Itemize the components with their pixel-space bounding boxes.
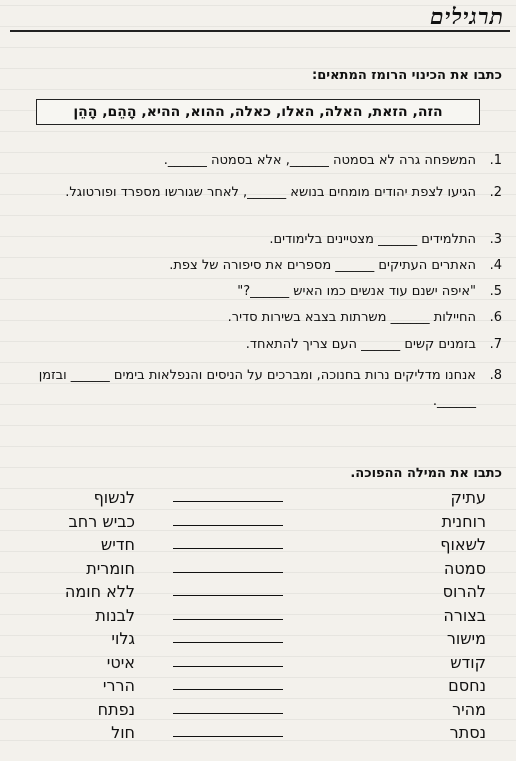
source-word: מהיר — [452, 699, 486, 719]
source-word: נחסם — [448, 676, 486, 695]
question-item — [12, 337, 502, 353]
opposite-pair-row — [0, 512, 516, 530]
option-word: לבנות — [95, 605, 135, 625]
option-word: הררי — [102, 676, 135, 695]
page-title: תרגילים — [429, 4, 504, 30]
source-word: בצורה — [443, 605, 486, 625]
opposite-pair-row — [0, 535, 516, 553]
opposite-pair-row — [0, 676, 516, 694]
question-number: 8. — [489, 368, 502, 383]
source-word: נסתר — [449, 723, 486, 742]
question-item — [12, 232, 502, 248]
section2-instruction: כתבו את המילה ההפוכה. — [350, 466, 502, 481]
question-number: 2. — [489, 185, 502, 200]
question-text: המשפחה גרה לא בסמטה ______, אלא בסמטה ______. — [163, 153, 476, 168]
question-text: החיילות ______ משרתות בצבא בשירות סדיר. — [227, 310, 476, 325]
word-bank-box — [36, 99, 480, 125]
question-item — [12, 310, 502, 326]
question-number: 7. — [489, 337, 502, 352]
question-text: "איפה ישנם עוד אנשים כמו האיש ______?" — [237, 284, 476, 299]
title-underline — [10, 30, 510, 32]
question-text: בזמנים קשים ______ העם צריך להתאחד. — [245, 337, 476, 352]
opposite-pair-row — [0, 653, 516, 671]
question-number: 6. — [489, 310, 502, 325]
question-item — [12, 363, 502, 415]
opposite-pair-row — [0, 700, 516, 718]
question-item — [12, 153, 502, 169]
opposite-pair-row — [0, 723, 516, 741]
question-text: האתרים העתיקים ______ מספרים את סיפורה של צפת. — [169, 258, 476, 273]
opposite-pair-row — [0, 582, 516, 600]
question-number: 1. — [489, 153, 502, 168]
opposite-pair-row — [0, 629, 516, 647]
answer-line — [173, 689, 283, 690]
option-word: כביש רחב — [68, 511, 135, 531]
answer-line — [173, 713, 283, 714]
question-text: התלמידים ______ מצטיינים בלימודים. — [269, 232, 476, 247]
option-word: איטי — [106, 652, 135, 672]
option-word: נפתח — [97, 699, 135, 719]
option-word: חומרית — [86, 558, 135, 578]
option-word: חדיש — [100, 535, 135, 554]
source-word: קודש — [450, 652, 486, 672]
option-word: חול — [111, 723, 135, 742]
question-item — [12, 284, 502, 300]
option-word: ללא חומה — [64, 582, 135, 601]
question-text: אנחנו מדליקים נרות בחנוכה, ומברכים על הניסים והנפלאות בימים ______ ובזמן ______. — [38, 368, 476, 409]
source-word: עתיק — [450, 488, 486, 507]
question-item — [12, 180, 502, 206]
source-word: להרוס — [442, 582, 486, 601]
answer-line — [173, 642, 283, 643]
question-number: 3. — [489, 232, 502, 247]
question-item — [12, 258, 502, 274]
question-number: 4. — [489, 258, 502, 273]
word-bank-text: הזה, הזאת, האלה, האלו, כאלה, ההוא, ההיא, הָהֵם, הָהֵן — [73, 104, 443, 120]
answer-line — [173, 525, 283, 526]
section1-instruction: כתבו את הכינוי הרומז המתאים: — [312, 68, 502, 83]
answer-line — [173, 572, 283, 573]
source-word: לשאוף — [440, 535, 486, 554]
option-word: לנשוף — [93, 488, 135, 507]
answer-line — [173, 595, 283, 596]
source-word: סמטה — [443, 558, 486, 578]
opposite-pair-row — [0, 606, 516, 624]
opposite-pair-row — [0, 488, 516, 506]
source-word: מישור — [446, 629, 486, 648]
answer-line — [173, 619, 283, 620]
answer-line — [173, 736, 283, 737]
question-text: הגיעו לצפת יהודים מומחים בנושא ______, לאחר שגורשו מספרד ופורטוגל. — [65, 185, 476, 200]
source-word: רוחנית — [441, 511, 486, 531]
option-word: גלוי — [111, 629, 135, 648]
answer-line — [173, 501, 283, 502]
question-number: 5. — [489, 284, 502, 299]
answer-line — [173, 666, 283, 667]
opposite-pair-row — [0, 559, 516, 577]
answer-line — [173, 548, 283, 549]
